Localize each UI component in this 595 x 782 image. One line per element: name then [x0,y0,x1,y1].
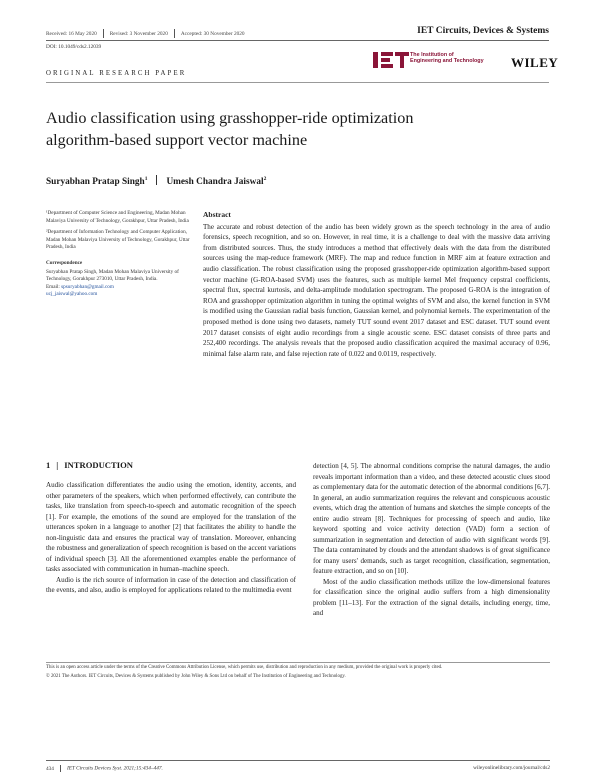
body-column-right [313,461,550,619]
revised-date: Revised: 3 November 2020 [109,30,168,37]
iet-logo-text: The Institution of Engineering and Technology [410,52,484,65]
accepted-date: Accepted: 30 November 2020 [180,30,245,37]
email-link[interactable]: spsuryabhan@gmail.com [61,283,114,290]
affiliation-2: ²Department of Information Technology and Computer Application, Madan Mohan Malaviya University of Technology, Gorakhpur, Uttar Pradesh, India [46,229,190,251]
abstract [203,210,550,359]
author-name[interactable]: Umesh Chandra Jaiswal [166,177,264,187]
email-link[interactable]: ucj_jaiswal@yahoo.com [46,291,98,298]
paragraph: Most of the audio classification methods utilize the low-dimensional features for classification since the original audio suffers from a high dimensionality problem [11–13]. For the extraction of the signal details, including energy, time, and [313,577,550,617]
footnote-divider [46,662,550,663]
section-heading-introduction: 1 | INTRODUCTION [46,460,133,470]
doi[interactable]: DOI: 10.1049/cds2.12039 [46,44,102,50]
abstract-heading: Abstract [203,210,231,219]
title-divider [46,82,549,83]
copyright-text: © 2021 The Authors. IET Circuits, Devices & Systems published by John Wiley & Sons Ltd on behalf of The Institution of Engineering and Technology. [46,674,346,680]
author-name[interactable]: Suryabhan Pratap Singh [46,177,145,187]
journal-name: IET Circuits, Devices & Systems [417,26,549,36]
paragraph: detection [4, 5]. The abnormal conditions comprise the natural damages, the audio reveals important information than a video, and these detected acoustic clues stood as complementary data for the automatic detection of the abnormal conditions [6,7]. In general, an audio summarization requires the relevant and conspicuous acoustic events, which drag the attention of humans and sketches the simple concepts of the entire audio stream [8]. Techniques for processing of speech and audio, like keyword spotting and voice activity detection (VAD) form a section of summarization in segmentation and detection of audio with significant words [9]. The data contaminated by clouds and the attendant shadows is of great significance for many users' demands, such as target recognition, classification, segmentation, feature extraction, and so on [10]. [313,462,550,575]
affiliation-1: ¹Department of Computer Science and Engineering, Madan Mohan Malaviya University of Technology, Gorakhpur, Uttar Pradesh, India [46,210,189,224]
correspondence-heading: Correspondence [46,259,83,266]
article-type: ORIGINAL RESEARCH PAPER [46,70,187,77]
page-footer [46,765,550,772]
article-title: Audio classification using grasshopper-ride optimization algorithm-based support vector machine [46,109,414,149]
paragraph: Audio classification differentiates the audio using the emotion, identity, accents, and other parameters of the speakers, which when performed effectively, can contribute the tasks, like translation from speech-to-speech and automatic recognition of the speech [1]. For example, the emotions of the sound are employed for the translation of the utterances spoken in a language to another [2] that facilitates the ability to handle the non-linguistic data and ensures the practical way of translation. Moreover, enhancing the robustness and generalization of speech recognition is based on the accent variations of individual speech [3]. All the aforementioned examples enable the performance of tasks associated with communication in human–machine speech. [46,481,296,573]
author-list: Suryabhan Pratap Singh$^1$ Umesh Chandra Jaiswal$^2$ [46,175,267,187]
footer-divider [46,760,550,761]
received-date: Received: 16 May 2020 [46,30,97,37]
page-number: 434 [46,765,54,772]
journal-url[interactable]: wileyonlinelibrary.com/journal/cds2 [473,765,550,771]
license-text: This is an open access article under the terms of the Creative Commons Attribution License, which permits use, distribution and reproduction in any medium, provided the original work is properly cited. [46,665,443,670]
wiley-logo: WILEY [511,55,559,70]
header-divider [46,40,549,41]
paragraph: Audio is the rich source of information in case of the detection and classification of the events, and also, audio is employed for applications related to the multimedia event [46,575,296,594]
body-column-left [46,480,296,596]
journal-citation: IET Circuits Devices Syst. 2021;15:434–447. [66,765,163,772]
correspondence-text: Suryabhan Pratap Singh, Madan Mohan Malaviya University of Technology, Gorakhpur 273010, Uttar Pradesh, India. Email: spsuryabhan@gmail.com ucj_jaiswal@yahoo.com [46,268,179,298]
iet-logo-icon [373,50,415,70]
license-footnote [46,664,550,680]
affiliations [46,210,196,299]
abstract-text: The accurate and robust detection of the audio has been widely grown as the speech technology in the area of audio forensics, speech recognition, and so on. However, in real time, it is a challenge to deal with the massive data arriving from distributed sources. Thus, the study introduces a method that effectively deals with the data from the distributed sources using the map-reduce framework (MRF). The map and reduce function in MRF aim at feature extraction and audio classification. The robust classification using the proposed grasshopper-ride optimization algorithm-based support vector machine (G-ROA-based SVM) uses the features, such as multiple kernel Mel frequency cepstral coefficients, spectral flux, spectral kurtosis, and delta-amplitude modulation spectrogram. The proposed G-ROA is the integration of ROA and grasshopper optimization algorithm in tuning the optimal weights of SVM and also, the kernel function in SVM is modified using the Gaussian radial basis function, Gaussian kernel, and polynomial kernels. The experimentation of the proposed method is done using two datasets, namely TUT sound event 2017 dataset and ESC dataset. TUT sound event 2017 dataset consists of eight audio recordings from a single acoustic scene. ESC dataset consists of three parts and 252,400 recordings. The analysis reveals that the proposed audio classification acquired the maximal accuracy of 0.96, minimal false alarm rate, and false rejection rate of 0.022 and 0.0119, respectively. [203,222,550,358]
